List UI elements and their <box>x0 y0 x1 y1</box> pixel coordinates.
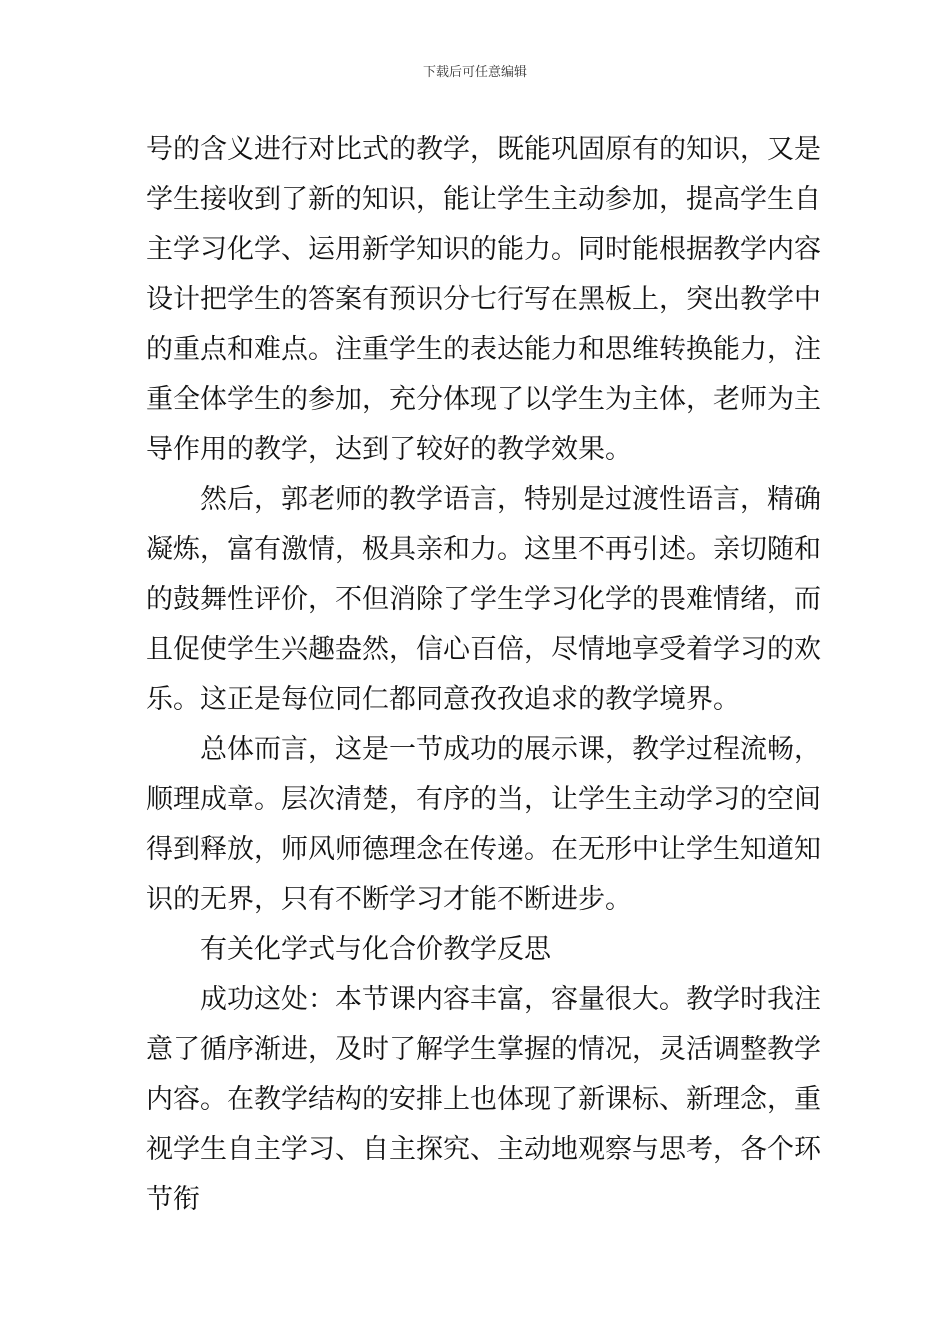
page-header-note: 下载后可任意编辑 <box>422 65 527 80</box>
text-line: 主学习化学、运用新学知识的能力。同时能根据教学内容 <box>146 234 821 265</box>
text-line: 成功这处：本节课内容丰富，容量很大。教学时我注 <box>200 984 821 1015</box>
text-line: 总体而言，这是一节成功的展示课，教学过程流畅， <box>200 734 821 765</box>
text-line: 顺理成章。层次清楚，有序的当，让学生主动学习的空间 <box>146 784 821 815</box>
text-line: 重全体学生的参加，充分体现了以学生为主体，老师为主 <box>146 384 821 415</box>
text-line: 然后，郭老师的教学语言，特别是过渡性语言，精确 <box>200 484 821 515</box>
text-line: 凝炼，富有激情，极具亲和力。这里不再引述。亲切随和 <box>146 534 821 565</box>
text-line: 学生接收到了新的知识，能让学生主动参加，提高学生自 <box>146 184 821 215</box>
text-line: 内容。在教学结构的安排上也体现了新课标、新理念，重 <box>146 1084 821 1115</box>
text-line: 的重点和难点。注重学生的表达能力和思维转换能力，注 <box>146 334 821 365</box>
text-line: 的鼓舞性评价，不但消除了学生学习化学的畏难情绪，而 <box>146 584 821 615</box>
text-line: 设计把学生的答案有预识分七行写在黑板上，突出教学中 <box>146 284 821 315</box>
text-line: 视学生自主学习、自主探究、主动地观察与思考，各个环 <box>146 1134 821 1165</box>
text-line: 识的无界，只有不断学习才能不断进步。 <box>146 884 632 915</box>
text-line: 乐。这正是每位同仁都同意孜孜追求的教学境界。 <box>146 684 740 715</box>
text-line: 有关化学式与化合价教学反思 <box>200 934 551 965</box>
text-line: 导作用的教学，达到了较好的教学效果。 <box>146 434 632 465</box>
document-body <box>146 125 821 1225</box>
text-line: 意了循序渐进，及时了解学生掌握的情况，灵活调整教学 <box>146 1034 821 1065</box>
text-line: 号的含义进行对比式的教学，既能巩固原有的知识，又是 <box>146 134 821 165</box>
text-line: 且促使学生兴趣盎然，信心百倍，尽情地享受着学习的欢 <box>146 634 821 665</box>
text-line: 节衔 <box>146 1184 200 1215</box>
text-line: 得到释放，师风师德理念在传递。在无形中让学生知道知 <box>146 834 821 865</box>
